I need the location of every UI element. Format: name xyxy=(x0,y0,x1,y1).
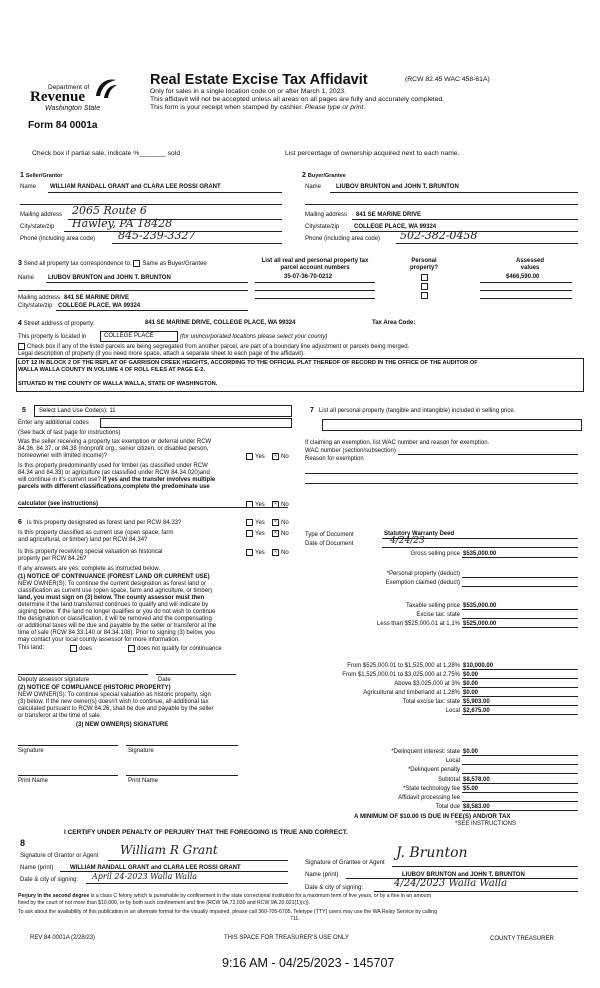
seller-phone-label: Phone (including area code) xyxy=(20,236,96,242)
seller-city-label: City/state/zip xyxy=(20,224,55,230)
additional-codes-label: Enter any additional codes xyxy=(18,420,89,426)
personal-property-input[interactable] xyxy=(322,419,582,431)
header-note-2: This affidavit will not be accepted unless all areas on all pages are fully and accurately completed. xyxy=(150,96,445,103)
n3-head: (3) NEW OWNER(S) SIGNATURE xyxy=(76,722,169,728)
deputy-date-label: Date xyxy=(158,677,171,683)
n2-head: (2) NOTICE OF COMPLIANCE (HISTORIC PROPERTY) xyxy=(18,685,171,691)
date-grantee-label: Date & city of signing: xyxy=(305,885,364,891)
gross-value[interactable]: $535,000.00 xyxy=(463,551,497,557)
bracket1-value[interactable]: $10,000.00 xyxy=(463,663,494,669)
s5-q1b: 84.36, 84.37, or 84.38 (nonprofit org., senior citizen, or disabled person, xyxy=(18,446,209,452)
taxable-value[interactable]: $535,000.00 xyxy=(463,603,497,609)
s5-q2a: Is this property predominantly used for timber (as classified under RCW xyxy=(18,463,208,469)
new-owner-print-label: Print Name xyxy=(18,778,49,784)
new-owner-signature-label-2: Signature xyxy=(128,748,154,754)
s5-q2-yes[interactable]: Yes xyxy=(246,501,265,508)
s5-q2-no[interactable]: × No xyxy=(272,501,289,508)
s6-q1: 6 Is this property designated as forest land per RCW 84.33? xyxy=(18,519,182,526)
parcel-number[interactable]: 35-07-36-70-0212 xyxy=(284,274,333,280)
buyer-city-label: City/state/zip xyxy=(305,224,340,230)
new-owner-signature-label: Signature xyxy=(18,748,44,754)
buyer-name[interactable]: LIUBOV BRUNTON and JOHN T. BRUNTON xyxy=(336,184,459,190)
section-2: 2 Buyer/Grantee xyxy=(302,172,346,179)
n1-line: signing below. If the land no longer qualifies or you do not wish to continue xyxy=(18,609,216,615)
s5-q1-yes[interactable]: Yes xyxy=(246,453,265,460)
s6-q3b: property per RCW 84.26? xyxy=(18,556,87,562)
s5-q1-no[interactable]: × No xyxy=(272,453,289,460)
seller-mailing[interactable]: 2065 Route 6 xyxy=(72,204,147,217)
street-address[interactable]: 841 SE MARINE DRIVE, COLLEGE PLACE, WA 99324 xyxy=(145,320,296,326)
bracket2-label: From $1,525,000.01 to $3,025,000 at 2.75% xyxy=(342,672,460,678)
s5-q2f: calculator (see instructions) xyxy=(18,501,99,507)
s6-q1-no[interactable]: × No xyxy=(272,519,289,526)
n2-line: or transferor at the time of sale. xyxy=(18,713,102,719)
n1-line: NEW OWNER(S): To continue the current designation as forest land or xyxy=(18,581,206,587)
name-grantor[interactable]: WILLIAM RANDALL GRANT and CLARA LEE ROSSI GRANT xyxy=(70,865,241,871)
s5-q2e: parcels with different classifications,complete the predominate use xyxy=(18,484,210,490)
receipt-stamp: 9:16 AM - 04/25/2023 - 145707 xyxy=(222,956,395,970)
n1-head: (1) NOTICE OF CONTINUANCE (FOREST LAND OR CURRENT USE) xyxy=(18,574,210,580)
access-line-1: To ask about the availability of this publication in an alternate format for the visually impaired, please call 360-705-6705. Teletype (TTY) users may use the WA Relay Service by calling xyxy=(18,909,437,915)
form-revision: REV 84 0001A (2/28/23) xyxy=(30,935,96,941)
exempt-line-2: WAC number (section/subsection) xyxy=(305,448,396,454)
local-label: Local xyxy=(445,708,460,714)
exemption-deduct-label: Exemption claimed (deduct) xyxy=(385,580,460,586)
header-note-1: Only for sales in a single location code on or after March 1, 2023. xyxy=(150,88,347,95)
land-does-checkbox[interactable]: does xyxy=(70,645,92,652)
personal-heading-1: Personal xyxy=(411,258,437,264)
ag-value[interactable]: $0.00 xyxy=(463,690,479,696)
s6-q1-yes[interactable]: Yes xyxy=(246,519,265,526)
doc-date-label: Date of Document xyxy=(305,541,354,547)
form-title: Real Estate Excise Tax Affidavit xyxy=(150,72,368,88)
tax-corr-label: 3 Send all property tax correspondence to: Same as Buyer/Grantee xyxy=(18,260,207,268)
n2-line: NEW OWNER(S): To continue special valuation as historic property, sign xyxy=(18,692,211,698)
s6-q2-no[interactable]: × No xyxy=(272,530,289,537)
s5-q1c: homeowner with limited income)? xyxy=(18,453,108,459)
minimum-due: A MINIMUM OF $10.00 IS DUE IN FEE(S) AND/OR TAX xyxy=(354,813,511,820)
tax-corr-city-label: City/state/zip xyxy=(18,303,53,309)
seller-city[interactable]: Hawley, PA 18428 xyxy=(72,217,173,230)
land-use-select[interactable]: Select Land Use Code(s): 11 xyxy=(34,405,292,417)
section-8-num: 8 xyxy=(20,838,26,848)
dor-line1: Department of xyxy=(48,84,90,91)
personal-checkbox-3[interactable] xyxy=(421,292,430,299)
sig-grantor-label: Signature of Grantor or Agent xyxy=(20,853,99,859)
section-1: 1 Seller/Grantor xyxy=(20,172,63,179)
gross-label: Gross selling price xyxy=(410,551,460,557)
this-land-label: This land: xyxy=(18,645,45,651)
sig-grantee-label: Signature of Grantee or Agent xyxy=(305,860,385,866)
see-instructions: *SEE INSTRUCTIONS xyxy=(455,821,517,827)
assessed-heading-1: Assessed xyxy=(515,258,545,264)
date-grantee[interactable]: 4/24/2023 Walla Walla xyxy=(394,878,508,889)
s6-any-yes: If any answers are yes, complete as instructed below. xyxy=(18,566,161,572)
n1-line: classification as current use (open space, farm and agriculture, or timber) xyxy=(18,588,213,594)
additional-codes-input[interactable] xyxy=(100,418,292,428)
total-due-value[interactable]: $8,583.00 xyxy=(463,804,490,810)
subtotal-label: Subtotal xyxy=(437,777,460,783)
personal-checkbox-1[interactable] xyxy=(421,274,430,281)
dint-state-value[interactable]: $0.00 xyxy=(463,749,479,755)
buyer-mailing[interactable]: 841 SE MARINE DRIVE xyxy=(356,212,422,218)
legal-label: Legal description of property (if you need more space, attach a separate sheet to each page of the affidavit). xyxy=(18,351,305,357)
local-value[interactable]: $2,675.00 xyxy=(463,708,490,714)
tax-corr-name[interactable]: LIUBOV BRUNTON and JOHN T. BRUNTON xyxy=(48,275,171,281)
revenue-swoosh-icon xyxy=(92,76,118,100)
seller-mailing-label: Mailing address xyxy=(20,212,63,218)
n1-line: time of sale (RCW 84.33.140 or 84.34.108). Prior to signing (3) below, you xyxy=(18,630,215,636)
parcel-heading-1: List all real and personal property tax xyxy=(261,258,369,264)
doc-type[interactable]: Statutory Warranty Deed xyxy=(384,531,455,537)
parcel-heading-2: parcel account numbers xyxy=(280,265,350,271)
tax-corr-city[interactable]: COLLEGE PLACE, WA 99324 xyxy=(58,303,141,309)
doc-type-label: Type of Document xyxy=(305,532,354,538)
section-5-num: 5 xyxy=(22,407,26,414)
s6-q3-yes[interactable]: Yes xyxy=(246,549,265,556)
n1-line: determine if the land transferred continues to qualify and will indicate by xyxy=(18,602,209,608)
see-back: (See back of last page for instructions) xyxy=(18,430,121,436)
deputy-signature-label: Deputy assessor signature xyxy=(18,677,90,683)
buyer-phone-label: Phone (including area code) xyxy=(305,236,381,242)
date-grantor-label: Date & city of signing: xyxy=(20,877,79,883)
n2-line: calculated pursuant to RCW 84.26, shall be due and payable by the seller xyxy=(18,706,214,712)
assessed-heading-2: values xyxy=(520,265,540,271)
tax-corr-mailing-label: Mailing address xyxy=(18,295,61,301)
legal-line-1: LOT 12 IN BLOCK 2 OF THE REPLAT OF GARRISON CREEK HEIGHTS, ACCORDING TO THE OFFICIAL PLAT THEREOF OF RECORD IN THE OFFICE OF THE AUDITOR OF xyxy=(18,360,478,366)
s5-q2c: will continue in it's current use? If yes and the transfer involves multiple xyxy=(18,477,216,483)
excise-state-label: Excise tax: state xyxy=(416,612,460,618)
same-as-buyer-checkbox[interactable] xyxy=(133,260,140,267)
bracket3-label: Above $3,025,000 at 3% xyxy=(394,681,460,687)
n1-line: may contact your local county assessor for more information. xyxy=(18,637,180,643)
total-due-label: Total due xyxy=(435,804,460,810)
header-note-3: This form is your receipt when stamped by cashier. Please type or print. xyxy=(150,104,366,111)
form-title-ref: (RCW 82.45 WAC 458-61A) xyxy=(405,76,490,83)
personal-heading-2: property? xyxy=(409,265,438,271)
access-line-2: 711. xyxy=(290,916,300,922)
perjury-line-1: Perjury in the second degree is a class C felony which is punishable by confinement in the state correctional institution for a maximum term of five years, or by a fine in an amount xyxy=(18,893,431,899)
location-select[interactable]: COLLEGE PLACE xyxy=(100,331,178,342)
proc-fee-label: Affidavit processing fee xyxy=(398,795,460,801)
buyer-mailing-label: Mailing address xyxy=(305,212,348,218)
n2-line: (3) below. If the new owner(s) doesn't wish to continue, all additional tax xyxy=(18,699,209,705)
s5-q2b: 84.34 and 84.33) or agriculture (as classified under RCW 84.34.020)and xyxy=(18,470,210,476)
s6-q2a: Is this property classified as current use (open space, farm xyxy=(18,530,174,536)
dpen-label: *Delinquent penalty xyxy=(407,767,460,773)
n1-line: land, you must sign on (3) below. The county assessor must then xyxy=(18,595,205,601)
s6-q2b: and agricultural, or timber) land per RCW 84.34? xyxy=(18,537,148,543)
dor-line2: Revenue xyxy=(30,89,85,105)
sig-grantor[interactable]: William R Grant xyxy=(120,843,218,857)
tech-fee-label: *State technology fee xyxy=(402,786,460,792)
buyer-city[interactable]: COLLEGE PLACE, WA 99324 xyxy=(354,224,437,230)
s5-q1a: Was the seller receiving a property tax exemption or deferral under RCW xyxy=(18,439,212,445)
seller-name-label: Name xyxy=(20,184,37,190)
less525-value[interactable]: $525,000.00 xyxy=(463,621,497,627)
dor-line3: Washington State xyxy=(45,105,101,112)
legal-line-2: WALLA WALLA COUNTY IN VOLUME 4 OF ROLL FILES AT PAGE E-2. xyxy=(18,367,205,373)
name-grantee[interactable]: LIUBOV BRUNTON and JOHN T. BRUNTON xyxy=(402,872,525,878)
dint-state-label: *Delinquent interest: state xyxy=(391,749,460,755)
n1-line: the designation or classification, it will be removed and the compensating xyxy=(18,616,212,622)
section-7-label: 7 List all personal property (tangible and intangible) included in selling price. xyxy=(310,407,516,414)
bracket3-value[interactable]: $0.00 xyxy=(463,681,479,687)
partial-sale-text[interactable]: Check box if partial sale, indicate %_______ sold xyxy=(32,150,181,157)
sig-grantee[interactable]: J. Brunton xyxy=(396,845,468,861)
treasurer-space: THIS SPACE FOR TREASURER'S USE ONLY xyxy=(224,935,349,941)
exempt-line-3: Reason for exemption xyxy=(305,456,364,462)
total-state-label: Total excise tax: state xyxy=(402,699,460,705)
s6-q3a: Is this property receiving special valuation as historical xyxy=(18,549,163,555)
n1-line: or additional taxes will be due and payable by the seller or transferor at the xyxy=(18,623,217,629)
less525-label: Less than $525,000.01 at 1.1% xyxy=(376,621,460,627)
land-does-not-checkbox[interactable]: does not qualify for continuance xyxy=(128,645,222,652)
total-state-value[interactable]: $5,903.00 xyxy=(463,699,490,705)
ownership-text: List percentage of ownership acquired next to each name. xyxy=(285,150,460,157)
subtotal-value[interactable]: $8,578.00 xyxy=(463,777,490,783)
tax-corr-mailing[interactable]: 841 SE MARINE DRIVE xyxy=(64,295,130,301)
exempt-line-1: If claiming an exemption, list WAC number and reason for exemption. xyxy=(305,440,490,446)
located-note: (for unincorporated locations please select your county) xyxy=(180,334,328,340)
tax-corr-name-label: Name xyxy=(18,275,35,281)
s6-q3-no[interactable]: × No xyxy=(272,549,289,556)
buyer-name-label: Name xyxy=(305,184,322,190)
county-treasurer: COUNTY TREASURER xyxy=(490,936,554,942)
taxable-label: Taxable selling price xyxy=(405,603,460,609)
personal-checkbox-2[interactable] xyxy=(421,283,430,290)
form-number: Form 84 0001a xyxy=(28,120,98,131)
located-label: This property is located in xyxy=(18,334,87,340)
seller-phone[interactable]: 845-239-3327 xyxy=(118,229,196,242)
segregated-check[interactable]: Check box if any of the listed parcels are being segregated from another parcel, are part of a boundary line adjustment or parcels being merged. xyxy=(18,343,409,350)
assessed-value[interactable]: $466,590.00 xyxy=(506,274,540,280)
tax-area-code[interactable]: Tax Area Code: xyxy=(372,320,416,326)
bracket1-label: From $525,000.01 to $1,525,000 at 1.28% xyxy=(347,663,460,669)
date-grantor[interactable]: April 24-2023 Walla Walla xyxy=(92,872,198,881)
personal-deduct-label: *Personal property (deduct) xyxy=(386,571,460,577)
street-label: 4 Street address of property: xyxy=(18,320,95,327)
tech-fee-value[interactable]: $5.00 xyxy=(463,786,479,792)
dint-local-label: Local xyxy=(445,758,460,764)
name-grantee-label: Name (print) xyxy=(305,872,339,878)
s6-q2-yes[interactable]: Yes xyxy=(246,530,265,537)
name-grantor-label: Name (print) xyxy=(20,865,54,871)
legal-line-3: SITUATED IN THE COUNTY OF WALLA WALLA, STATE OF WASHINGTON. xyxy=(18,381,218,387)
buyer-phone[interactable]: 502-382-0458 xyxy=(400,229,478,242)
certify-statement: I CERTIFY UNDER PENALTY OF PERJURY THAT THE FOREGOING IS TRUE AND CORRECT. xyxy=(64,829,348,836)
ag-label: Agricultural and timberland at 1.28% xyxy=(363,690,460,696)
perjury-line-2: fixed by the court of not more than $10,000, or by both such confinement and fine (RCW 9A.72.030 and RCW 9A.20.021(1)(c)). xyxy=(18,900,311,906)
seller-name[interactable]: WILLIAM RANDALL GRANT and CLARA LEE ROSSI GRANT xyxy=(50,184,221,190)
new-owner-print-label-2: Print Name xyxy=(128,778,159,784)
bracket2-value[interactable]: $0.00 xyxy=(463,672,479,678)
doc-date[interactable]: 4/24/23 xyxy=(390,536,425,546)
